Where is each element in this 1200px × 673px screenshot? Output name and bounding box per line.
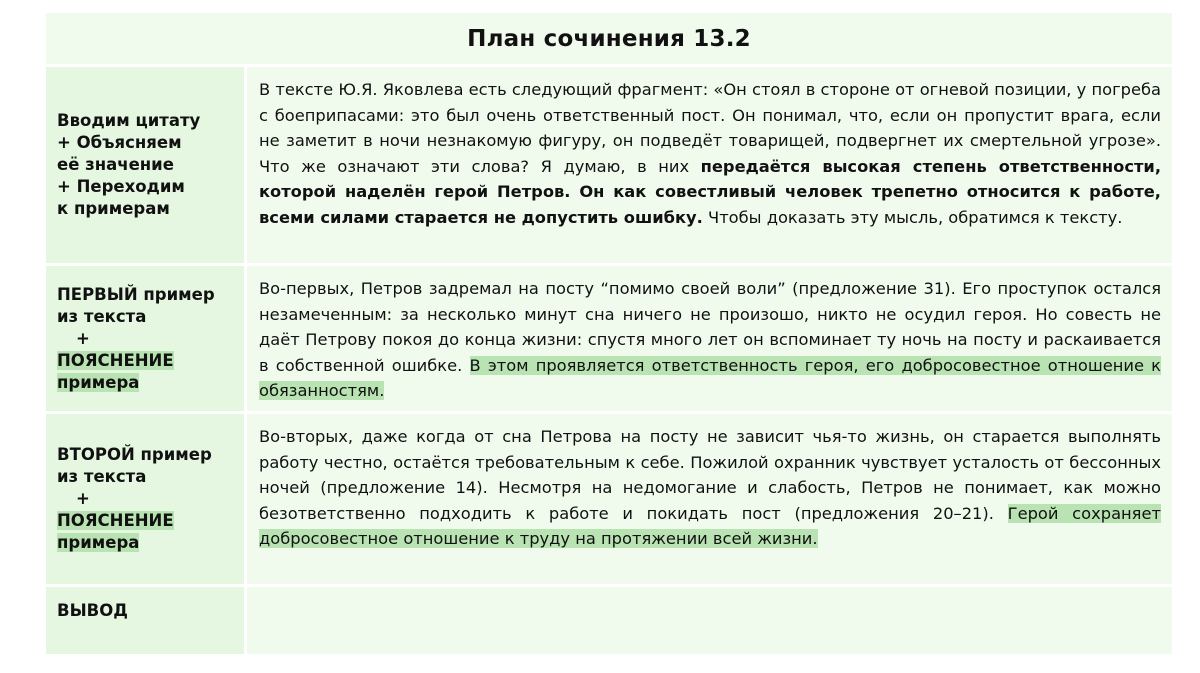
plan-row-conclusion [46, 587, 1172, 654]
plan-row-second-example [46, 414, 1172, 584]
step-label-line: Вводим цитату [57, 111, 201, 130]
step-label-line: ВЫВОД [57, 601, 128, 620]
step-label-highlight: ПОЯСНЕНИЕ [57, 511, 174, 530]
step-label-highlight: примера [57, 372, 140, 392]
plan-row-first-example [46, 266, 1172, 411]
quote-bold-text: передаётся высокая степень ответственности, которой наделён герой Петров. Он как совестливый человек трепетно относится к работе, всеми силами старается не допустить ошибку. [259, 156, 1162, 227]
step-label-highlight: примера [57, 533, 140, 552]
page-title: План сочинения 13.2 [467, 25, 751, 52]
step-label-second-example [46, 414, 244, 584]
step-label-plus: + [76, 328, 90, 348]
title-row [46, 13, 1172, 64]
example-explanation-highlight: Герой сохраняет добросовестное отношение к труду на протяжении всей жизни. [259, 503, 1161, 548]
plan-row-quote [46, 67, 1172, 263]
step-label-line: + Объясняем [57, 133, 182, 152]
step-label-highlight: ПОЯСНЕНИЕ [57, 350, 174, 370]
step-label-first-example [46, 266, 244, 411]
step-label-line: + Переходим [57, 177, 185, 196]
step-label-line: её значение [57, 155, 174, 174]
step-label-quote [46, 67, 244, 263]
example-text: Во-первых, Петров задремал на посту “помимо своей воли” (предложение 31). Его проступок остался незамеченным: за несколько минут сна ничего не произошо, никто не осудил героя. Но совесть не даёт Петрову покоя до конца жизни: спустя много лет он вспоминает ту ночь на посту и раскаивается в собственной ошибке. [259, 279, 1161, 375]
step-text-second-example [247, 414, 1172, 584]
example-explanation-highlight: В этом проявляется ответственность героя, его добросовестное отношение к обязанностям. [259, 355, 1162, 400]
step-label-line: к примерам [57, 199, 170, 218]
step-label-line: ВТОРОЙ пример [57, 445, 212, 464]
step-text-quote [247, 67, 1172, 263]
essay-plan-table [46, 13, 1172, 657]
step-label-line: ПЕРВЫЙ пример [57, 284, 215, 304]
step-text-first-example [247, 266, 1172, 411]
step-label-line: из текста [57, 306, 147, 326]
step-label-line: из текста [57, 467, 147, 486]
step-label-conclusion [46, 587, 244, 654]
example-text: Во-вторых, даже когда от сна Петрова на посту не зависит чья-то жизнь, он старается выполнять работу честно, остаётся требовательным к себе. Пожилой охранник чувствует усталость от бессонных ночей (предложение 14). Несмотря на недомогание и слабость, Петров не понимает, как можно безответственно подходить к работе и покидать пост (предложения 20–21). [259, 427, 1161, 523]
step-text-conclusion-empty [247, 587, 1172, 654]
step-label-plus: + [76, 489, 90, 508]
quote-transition-text: Чтобы доказать эту мысль, обратимся к тексту. [702, 207, 1123, 227]
quote-text: В тексте Ю.Я. Яковлева есть следующий фрагмент: «Он стоял в стороне от огневой позиции, у погреба с боеприпасами: это был очень ответственный пост. Он понимал, что, если он пропустит врага, если не заметит в ночи незнакомую фигуру, он подведёт товарищей, подвергнет их смертельной угрозе». Что же означают эти слова? Я думаю, в них [259, 80, 1161, 176]
